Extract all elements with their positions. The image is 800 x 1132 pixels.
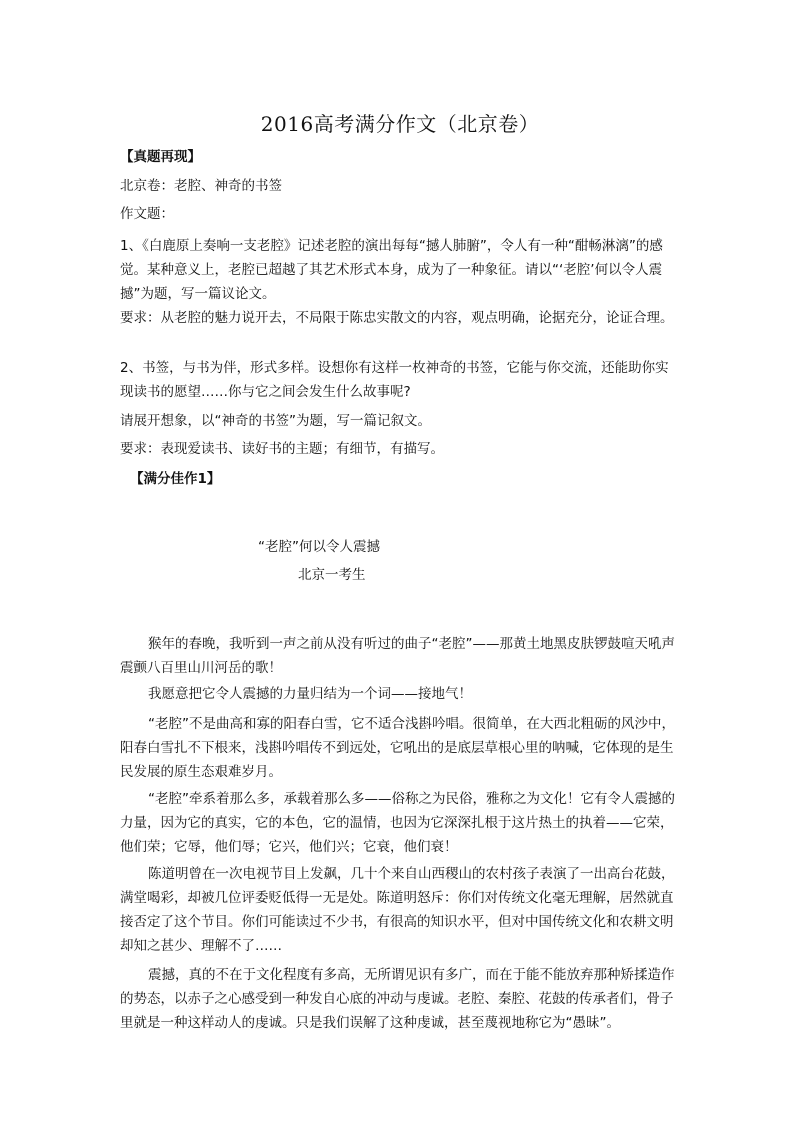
section-heading-real-question: 【真题再现】	[120, 149, 201, 165]
question-2-prompt: 请展开想象，以“神奇的书签”为题，写一篇记叙文。	[120, 413, 431, 429]
essay-paragraph-6: 震撼，真的不在于文化程度有多高，无所谓见识有多广，而在于能不能放弃那种矫揉造作的势态，以赤子之心感受到一种发自心底的冲动与虔诚。老腔、秦腔、花鼓的传承者们，骨子里就是一种这样动人的虔诚。只是我们误解了这种虔诚，甚至蔑视地称它为“愚昧”。	[120, 967, 675, 1031]
question-2: 2、书签，与书为伴，形式多样。设想你有这样一枚神奇的书签，它能与你交流，还能助你实现读书的愿望……你与它之间会发生什么故事呢?	[120, 360, 669, 400]
essay-paragraph-1: 猴年的春晚，我听到一声之前从没有听过的曲子“老腔”——那黄土地黑皮肤锣鼓喧天吼声震颤八百里山川河岳的歌！	[120, 636, 675, 676]
essay-author: 北京一考生	[298, 567, 366, 583]
essay-paragraph-3: “老腔”不是曲高和寡的阳春白雪，它不适合浅斟吟唱。很简单，在大西北粗砺的风沙中，阳春白雪扎不下根来，浅斟吟唱传不到远处，它吼出的是底层草根心里的呐喊，它体现的是生民发展的原生态艰难岁月。	[120, 716, 675, 780]
essay-paragraph-5: 陈道明曾在一次电视节目上发飙，几十个来自山西稷山的农村孩子表演了一出高台花鼓，满堂喝彩，却被几位评委贬低得一无是处。陈道明怒斥：你们对传统文化毫无理解，居然就直接否定了这个节目。你们可能读过不少书，有很高的知识水平，但对中国传统文化和农耕文明却知之甚少、理解不了……	[120, 866, 675, 954]
document-title: 2016高考满分作文（北京卷）	[260, 112, 540, 136]
essay-title: “老腔”何以令人震撼	[258, 539, 380, 555]
question-1: 1、《白鹿原上奏响一支老腔》记述老腔的演出每每“撼人肺腑”，令人有一种“酣畅淋漓”的感觉。某种意义上，老腔已超越了其艺术形式本身，成为了一种象征。请以“‘老腔’何以令人震撼”为题，写一篇议论文。	[120, 238, 663, 302]
beijing-paper-line: 北京卷：老腔、神奇的书签	[120, 178, 282, 194]
essay-paragraph-2: 我愿意把它令人震撼的力量归结为一个词——接地气！	[148, 686, 472, 702]
essay-paragraph-4: “老腔”牵系着那么多，承载着那么多——俗称之为民俗，雅称之为文化！它有令人震撼的力量，因为它的真实，它的本色，它的温情，也因为它深深扎根于这片热土的执着——它荣，他们荣；它辱，他们辱；它兴，他们兴；它衰，他们衰！	[120, 791, 675, 855]
section-heading-full-score-essay: 【满分佳作1】	[130, 471, 221, 487]
prompt-label: 作文题：	[120, 206, 174, 222]
question-2-requirement: 要求：表现爱读书、读好书的主题；有细节，有描写。	[120, 441, 444, 457]
question-1-requirement: 要求：从老腔的魅力说开去，不局限于陈忠实散文的内容，观点明确，论据充分，论证合理。	[120, 310, 674, 326]
